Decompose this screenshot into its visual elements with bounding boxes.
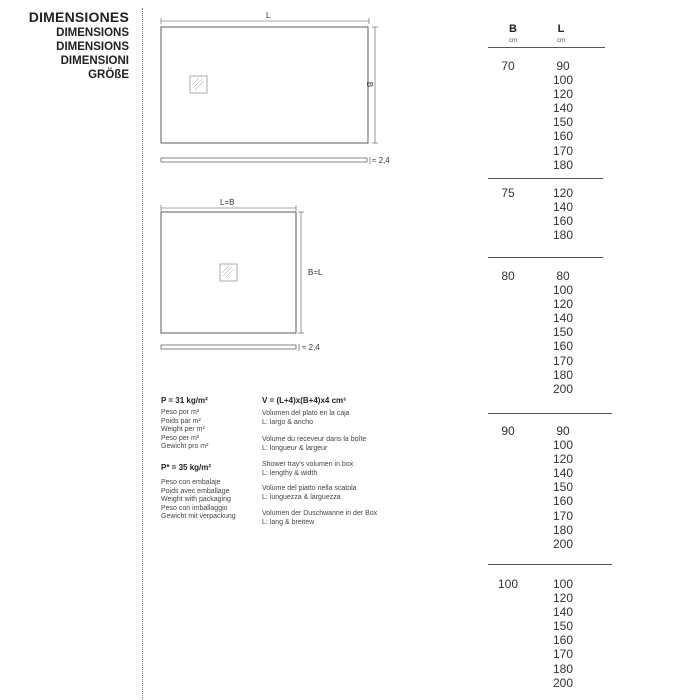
l-value: 200 — [552, 536, 574, 551]
text-line: Gewicht pro m² — [161, 443, 209, 450]
l-value: 120 — [552, 297, 574, 312]
l-value: 160 — [552, 494, 574, 509]
volume-group — [262, 485, 357, 502]
l-value: 150 — [552, 480, 574, 495]
text-line: Volume du receveur dans la boîte — [262, 436, 367, 443]
text-line: Peso con imballaggio — [161, 504, 228, 512]
l-value: 140 — [552, 311, 574, 326]
l-value: 90 — [556, 59, 570, 73]
tray-side-view — [161, 158, 367, 162]
l-values — [543, 269, 583, 396]
dim-label-length: L — [266, 11, 271, 20]
l-value: 160 — [552, 339, 574, 354]
text-line: Volumen der Duschwanne in der Box — [262, 510, 378, 517]
l-value: 160 — [552, 129, 574, 144]
b-value: 80 — [501, 269, 515, 283]
table-rule — [488, 178, 603, 179]
volume-group — [262, 436, 366, 453]
l-value: 140 — [552, 101, 574, 116]
text-line: Volume del piatto nella scatola — [262, 485, 357, 492]
l-value: 180 — [552, 228, 574, 243]
weight-heading: P = 31 kg/m² — [161, 396, 208, 405]
text-line: Poids avec emballage — [161, 487, 230, 495]
volume-group — [262, 461, 353, 478]
l-value: 200 — [552, 381, 574, 396]
packaged-weight-description — [161, 479, 236, 522]
text-line: Peso per m² — [161, 434, 200, 442]
title-en: DIMENSIONS — [56, 41, 129, 53]
b-value: 90 — [501, 424, 515, 438]
l-value: 180 — [552, 661, 574, 676]
text-line: L: largo & ancho — [262, 418, 313, 426]
l-value: 80 — [556, 269, 570, 283]
b-value: 100 — [497, 577, 519, 591]
volume-heading: V = (L+4)x(B+4)x4 cm³ — [262, 396, 346, 405]
l-value: 140 — [552, 466, 574, 481]
drawing-square-tray — [161, 205, 304, 351]
text-line: Peso con embalaje — [161, 479, 221, 486]
l-values — [543, 186, 583, 242]
drawing-rectangular-tray — [161, 18, 378, 164]
l-value: 120 — [552, 591, 574, 606]
col-header-l: L — [557, 23, 565, 35]
dim-label-thickness: ≈ 2,4 — [302, 343, 320, 352]
l-value: 170 — [552, 647, 574, 662]
l-value: 170 — [552, 508, 574, 523]
table-rule — [488, 564, 612, 565]
text-line: Peso por m² — [161, 409, 200, 416]
l-value: 120 — [552, 452, 574, 467]
l-value: 100 — [552, 283, 574, 298]
text-line: L: lengthy & width — [262, 469, 318, 477]
text-line: L: lunguezza & larguezza — [262, 493, 341, 501]
text-line: Volumen del plato en la caja — [262, 410, 350, 417]
l-value: 150 — [552, 115, 574, 130]
col-unit-b: cm — [509, 38, 517, 44]
dim-label-thickness: ≈ 2,4 — [372, 156, 390, 165]
volume-group — [262, 510, 377, 527]
title-es: DIMENSIONES — [28, 9, 129, 25]
title-de: GRÖßE — [88, 69, 129, 81]
col-header-b: B — [509, 23, 517, 35]
text-line: Shower tray's volumen in box — [262, 461, 354, 468]
l-value: 90 — [556, 424, 570, 438]
tray-side-view — [161, 345, 296, 349]
dim-label-width: B=L — [308, 268, 323, 277]
l-values — [543, 59, 583, 172]
l-value: 170 — [552, 353, 574, 368]
l-value: 140 — [552, 200, 574, 215]
b-value: 75 — [501, 186, 515, 200]
title-it: DIMENSIONI — [60, 55, 129, 67]
text-line: Weight per m² — [161, 426, 205, 433]
table-rule — [488, 47, 605, 48]
l-value: 100 — [552, 577, 574, 591]
b-value: 70 — [501, 59, 515, 73]
l-value: 180 — [552, 367, 574, 382]
l-values — [543, 577, 583, 690]
l-value: 120 — [552, 87, 574, 102]
l-values — [543, 424, 583, 551]
l-value: 180 — [552, 522, 574, 537]
table-rule — [488, 413, 612, 414]
l-value: 160 — [552, 633, 574, 648]
l-value: 200 — [552, 675, 574, 690]
l-value: 180 — [552, 157, 574, 172]
l-value: 160 — [552, 214, 574, 229]
weight-description — [161, 409, 208, 452]
l-value: 150 — [552, 325, 574, 340]
table-rule — [488, 257, 603, 258]
l-value: 120 — [552, 186, 574, 200]
text-line: L: longueur & largeur — [262, 444, 328, 452]
text-line: Weight with packaging — [161, 496, 231, 503]
text-line: L: lang & breitew — [262, 518, 315, 526]
col-unit-l: cm — [557, 38, 565, 44]
l-value: 100 — [552, 73, 574, 88]
dim-label-length: L=B — [220, 198, 235, 207]
packaged-weight-heading: P* = 35 kg/m² — [161, 463, 212, 472]
l-value: 100 — [552, 438, 574, 453]
volume-group — [262, 410, 350, 427]
l-value: 140 — [552, 605, 574, 620]
text-line: Poids par m² — [161, 417, 201, 425]
dim-label-width: B — [365, 81, 375, 88]
title-fr: DIMENSIONS — [56, 27, 129, 39]
l-value: 170 — [552, 143, 574, 158]
text-line: Gewicht mit verpackung — [161, 513, 236, 520]
l-value: 150 — [552, 619, 574, 634]
